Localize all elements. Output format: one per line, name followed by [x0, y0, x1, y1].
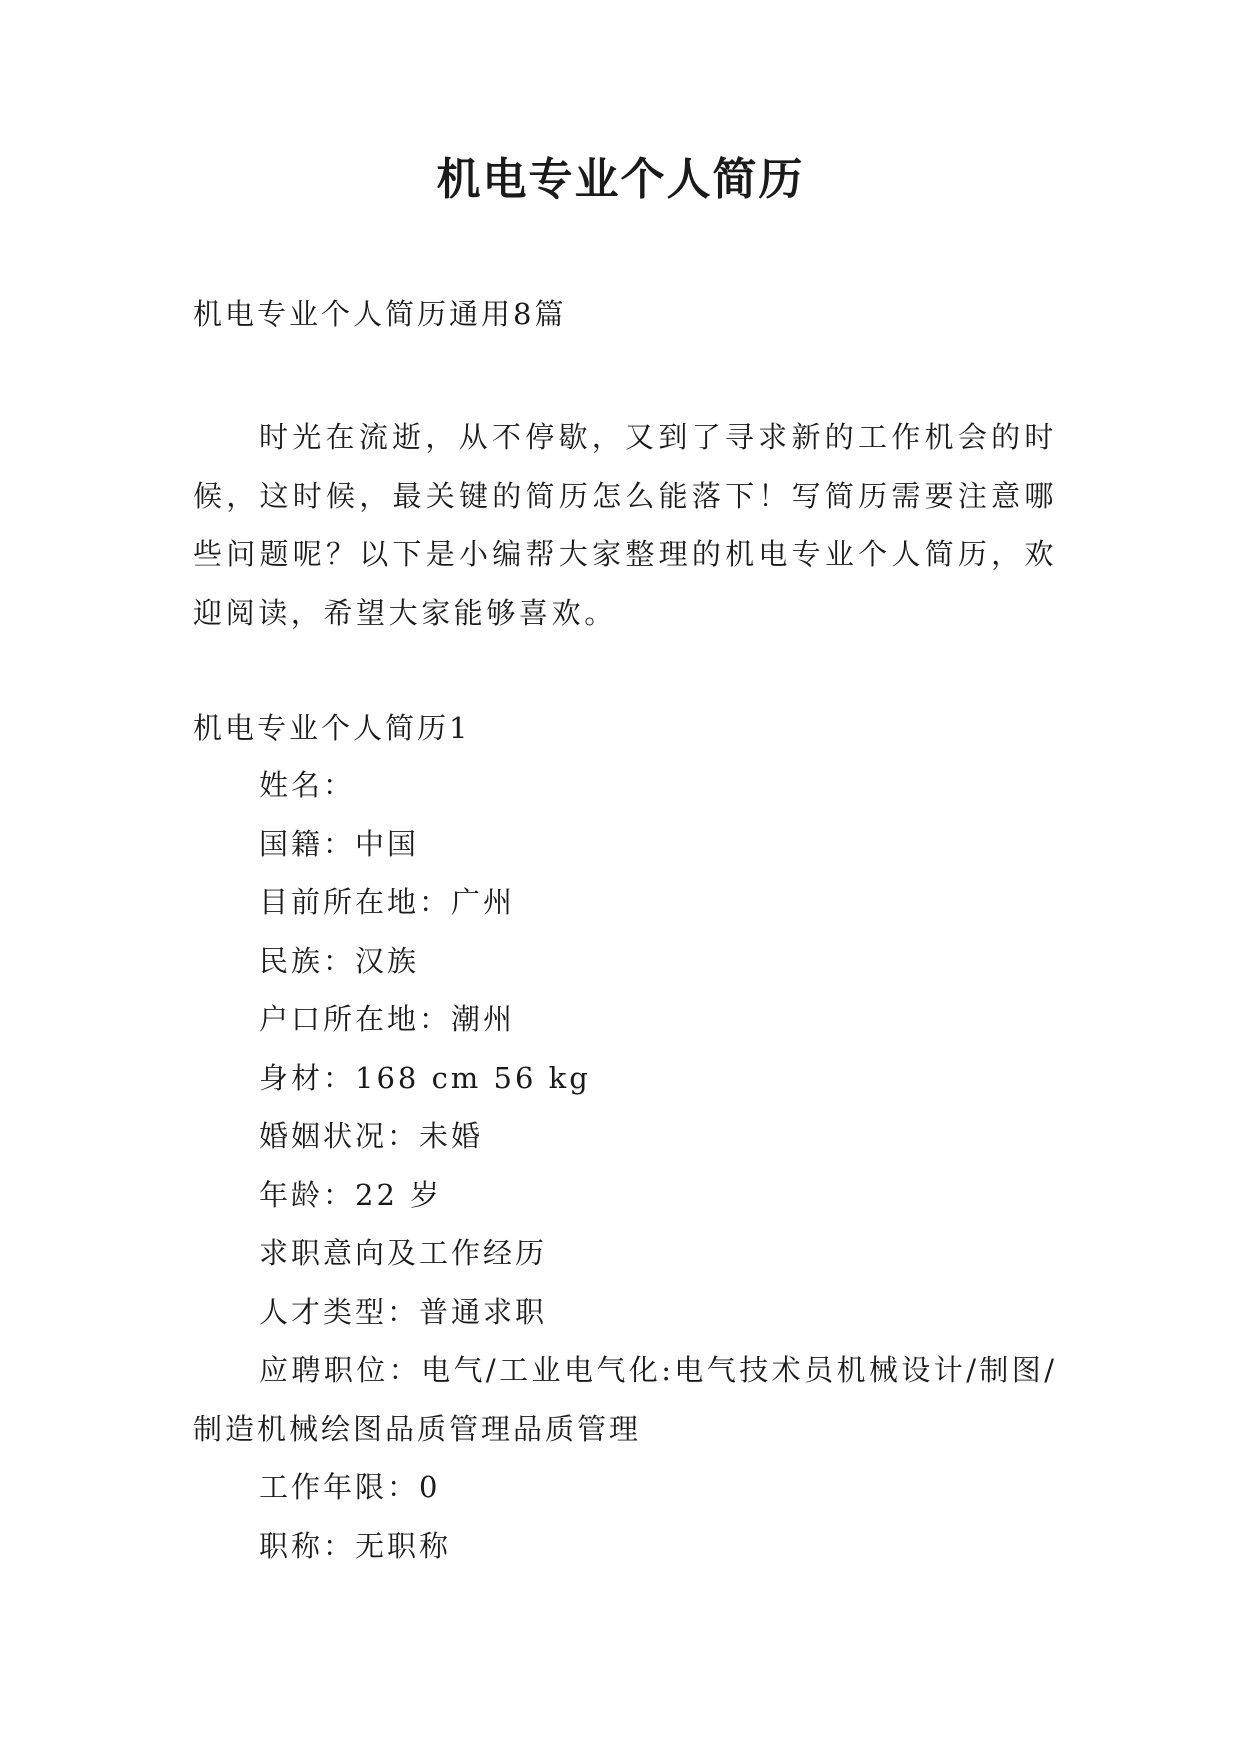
field-ethnicity: 民族：汉族 [259, 943, 420, 978]
field-section-job-intent: 求职意向及工作经历 [259, 1236, 548, 1270]
field-years-of-work: 工作年限：0 [259, 1470, 441, 1504]
field-current-location: 目前所在地：广州 [259, 885, 516, 919]
section-heading: 机电专业个人简历1 [193, 711, 471, 745]
field-talent-type: 人才类型：普通求职 [259, 1294, 548, 1329]
document-subtitle: 机电专业个人简历通用8篇 [193, 297, 567, 331]
field-job-title: 职称：无职称 [259, 1528, 452, 1563]
field-household-registration: 户口所在地：潮州 [259, 1002, 516, 1036]
document-title: 机电专业个人简历 [436, 154, 805, 205]
field-applied-position: 应聘职位：电气/工业电气化:电气技术员机械设计/制图/制造机械绘图品质管理品质管理 [193, 1353, 1057, 1446]
resume-fields [193, 756, 1057, 1575]
field-marital-status: 婚姻状况：未婚 [259, 1119, 484, 1153]
field-height-weight: 身材：168 cm 56 kg [259, 1060, 591, 1095]
field-name: 姓名： [259, 768, 356, 802]
field-age: 年龄：22 岁 [259, 1177, 443, 1212]
intro-paragraph: 时光在流逝，从不停歇，又到了寻求新的工作机会的时候，这时候，最关键的简历怎么能落下！写简历需要注意哪些问题呢？以下是小编帮大家整理的机电专业个人简历，欢迎阅读，希望大家能够喜欢。 [193, 420, 1057, 630]
field-nationality: 国籍：中国 [259, 826, 420, 861]
